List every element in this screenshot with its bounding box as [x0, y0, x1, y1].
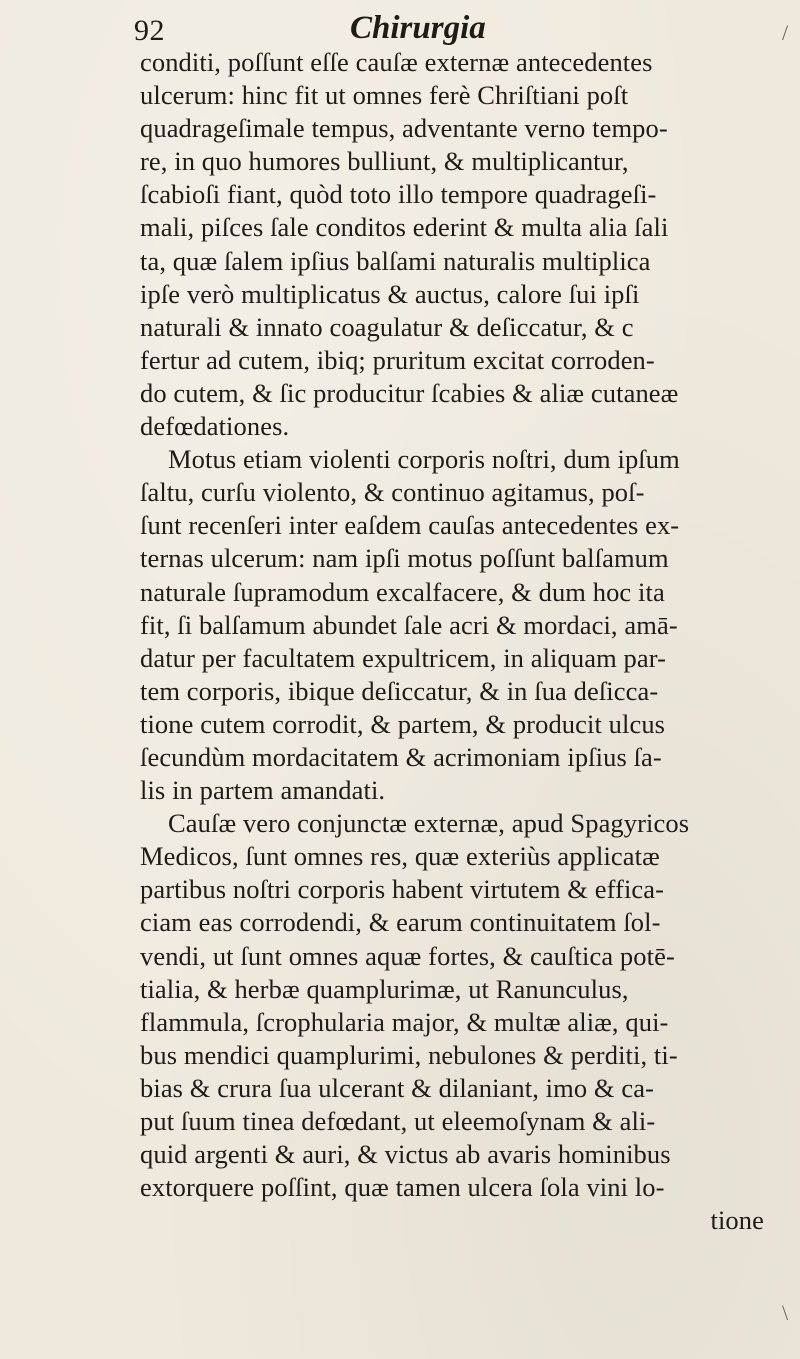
- text-line: conditi, poſſunt eſſe cauſæ externæ antecedentes: [140, 47, 653, 77]
- text-line: tem corporis, ibique deſiccatur, & in ſua deſicca-: [140, 675, 659, 706]
- body-text: [140, 46, 790, 1237]
- text-line: vendi, ut ſunt omnes aquæ fortes, & cauſtica potē-: [140, 940, 675, 971]
- text-line: ulcerum: hinc fit ut omnes ferè Chriſtiani poſt: [140, 80, 629, 111]
- text-line: quid argenti & auri, & victus ab avaris hominibus: [140, 1139, 671, 1170]
- text-line: fit, ſi balſamum abundet ſale acri & mordaci, amā-: [140, 609, 678, 640]
- text-line: ſecundùm mordacitatem & acrimoniam ipſius ſa-: [140, 741, 662, 772]
- text-line: tialia, & herbæ quamplurimæ, ut Ranunculus,: [140, 973, 629, 1004]
- catchword: tione: [710, 1205, 764, 1236]
- text-line: do cutem, & ſic producitur ſcabies & aliæ cutaneæ: [140, 377, 679, 408]
- text-line: put ſuum tinea defœdant, ut eleemoſynam & ali-: [140, 1106, 656, 1136]
- text-line: datur per facultatem expultricem, in aliquam par-: [140, 642, 667, 673]
- text-line: Medicos, ſunt omnes res, quæ exteriùs applicatæ: [140, 841, 660, 872]
- text-line: fertur ad cutem, ibiq; pruritum excitat corroden-: [140, 344, 655, 375]
- text-line: defœdationes.: [140, 411, 290, 442]
- text-line: bus mendici quamplurimi, nebulones & perditi, ti-: [140, 1039, 678, 1070]
- text-line: quadrageſimale tempus, adventante verno tempo-: [140, 113, 668, 144]
- text-line: flammula, ſcrophularia major, & multæ aliæ, qui-: [140, 1006, 669, 1037]
- text-line: mali, piſces ſale conditos ederint & multa alia ſali: [140, 212, 669, 243]
- text-line: ternas ulcerum: nam ipſi motus poſſunt balſamum: [140, 543, 669, 574]
- text-line: re, in quo humores bulliunt, & multiplicantur,: [140, 146, 629, 177]
- page-edge-mark: /: [782, 20, 789, 45]
- text-line: ciam eas corrodendi, & earum continuitatem ſol-: [140, 907, 661, 938]
- text-line: ſcabioſi fiant, quòd toto illo tempore quadrageſi-: [140, 179, 657, 210]
- paragraph-start-line: Motus etiam violenti corporis noſtri, dum ipſum: [168, 444, 680, 475]
- text-line: extorquere poſſint, quæ tamen ulcera ſola vini lo-: [140, 1172, 665, 1203]
- running-head: [110, 10, 790, 46]
- text-line: ipſe verò multiplicatus & auctus, calore ſui ipſi: [140, 278, 640, 309]
- paragraph-start-line: Cauſæ vero conjunctæ externæ, apud Spagyricos: [168, 808, 690, 839]
- running-title: Chirurgia: [350, 10, 486, 46]
- text-line: naturali & innato coagulatur & deſiccatur, & c: [140, 311, 634, 342]
- page-number: 92: [134, 14, 165, 47]
- text-line: bias & crura ſua ulcerant & dilaniant, imo & ca-: [140, 1072, 655, 1103]
- page-edge-mark: \: [782, 1300, 789, 1325]
- text-line: partibus noſtri corporis habent virtutem & effica-: [140, 874, 665, 905]
- text-line: ta, quæ ſalem ipſius balſami naturalis multiplica: [140, 245, 651, 276]
- text-line: ſunt recenſeri inter eaſdem cauſas antecedentes ex-: [140, 510, 680, 541]
- text-line: lis in partem amandati.: [140, 775, 386, 806]
- text-line: tione cutem corrodit, & partem, & producit ulcus: [140, 708, 666, 739]
- text-line: ſaltu, curſu violento, & continuo agitamus, poſ-: [140, 477, 645, 508]
- text-line: naturale ſupramodum excalfacere, & dum hoc ita: [140, 576, 665, 607]
